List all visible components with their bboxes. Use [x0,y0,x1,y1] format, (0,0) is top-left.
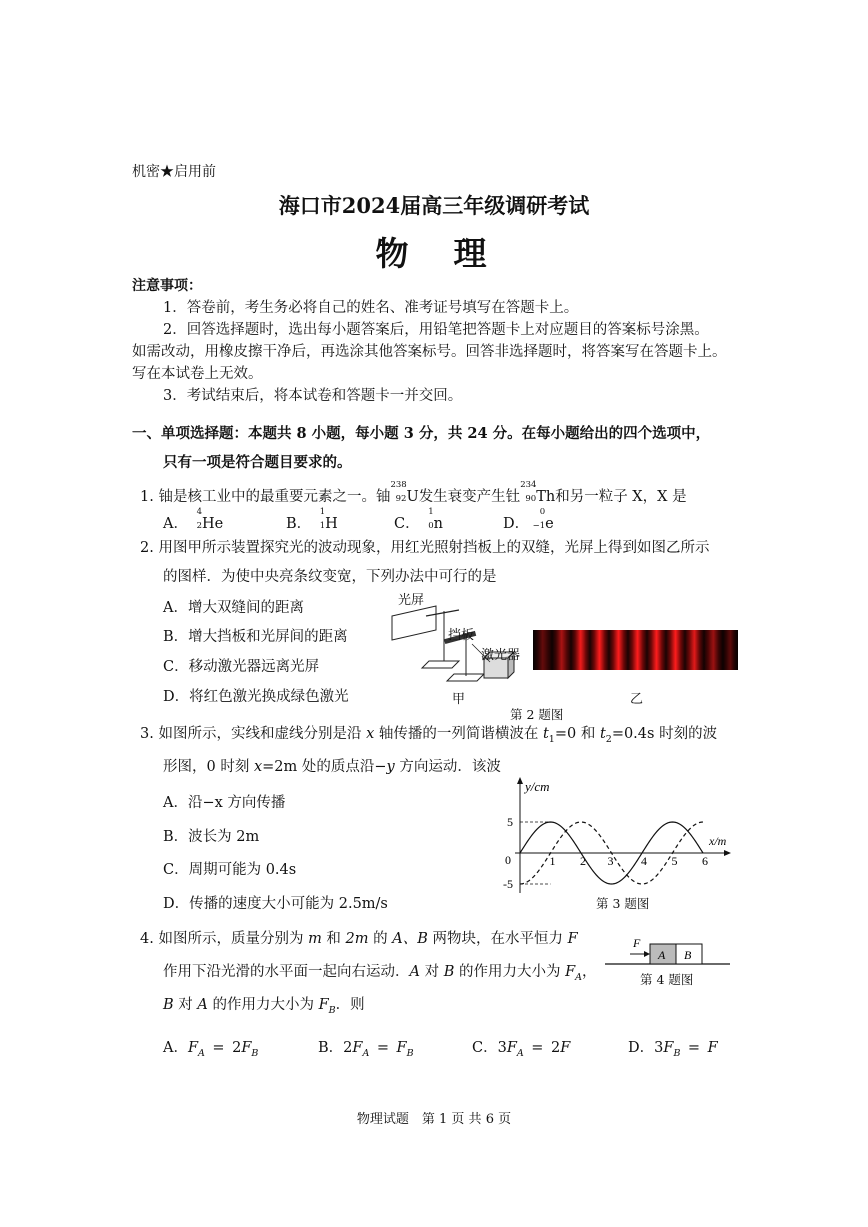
notice-item-2-line-1: 2．回答选择题时，选出每小题答案后，用铅笔把答题卡上对应题目的答案标号涂黑。 [163,322,709,338]
fig-force-label: F [633,936,641,950]
y-axis-label: y/cm [525,779,550,794]
x-tick-label: 2 [580,854,586,868]
question-4-stem-line-1: 4. 如图所示，质量分别为 m 和 2m 的 A、B 两物块，在水平恒力 F [140,931,578,947]
fig-block-a-label: A [658,948,666,962]
figure-3-caption: 第 3 题图 [596,896,650,911]
x-tick-label: 3 [607,854,614,868]
question-1-option-c: C． 1 0 n [394,507,443,532]
x-axis-label: x/m [709,834,727,848]
force-arrow [644,951,650,957]
question-4-option-b: B．$2F_A = F_B$ [318,1040,414,1059]
x-tick-label: 4 [641,854,647,868]
figure-2-caption: 第 2 题图 [510,707,564,722]
exam-title: 海口市2024届高三年级调研考试 [278,193,590,218]
fig-block-b-label: B [684,948,692,962]
wave-chart [495,773,735,898]
origin-label: 0 [505,853,511,867]
x-tick-label: 1 [549,854,556,868]
label-baffle: 挡板 [448,628,475,643]
x-tick-label: 5 [671,854,678,868]
question-4-stem-line-2: 作用下沿光滑的水平面一起向右运动．A 对 B 的作用力大小为 $F_A$， [163,964,597,983]
interference-pattern-image [533,630,738,670]
notice-item-2-line-2: 如需改动，用橡皮擦干净后，再选涂其他答案标号。回答非选择题时，将答案写在答题卡上。 [132,344,727,360]
question-2-stem-line-1: 2. 用图甲所示装置探究光的波动现象，用红光照射挡板上的双缝，光屏上得到如图乙所示 [140,540,710,556]
q4-blocks-figure [600,936,735,968]
subject-title: 物 理 [375,234,493,273]
nuclide-u: 238 92 [390,480,407,504]
label-jia: 甲 [452,692,466,707]
notice-heading: 注意事项： [132,278,202,294]
notice-item-1: 1．答卷前，考生务必将自己的姓名、准考证号填写在答题卡上。 [163,300,579,316]
question-2-stem-line-2: 的图样．为使中央亮条纹变宽，下列办法中可行的是 [163,569,497,585]
question-1-option-b: B． 1 1 H [286,507,338,532]
notice-item-3: 3．考试结束后，将本试卷和答题卡一并交回。 [163,388,463,404]
section-1-heading: 一、单项选择题：本题共 8 小题，每小题 3 分，共 24 分。在每小题给出的四个选项中， [132,425,711,442]
page-footer: 物理试题 第 1 页 共 6 页 [356,1112,512,1127]
notice-item-2-line-3: 写在本试卷上无效。 [132,366,263,382]
x-tick-label: 6 [702,854,708,868]
label-screen: 光屏 [398,593,425,608]
y-tick-label: 5 [507,815,513,829]
question-3-stem-line-1: 3. 如图所示，实线和虚线分别是沿 x 轴传播的一列简谐横波在 $t_1=0$ 和 $t_2=0.4s$ 时刻的波 [140,726,718,745]
question-3-option-b: B．波长为 2m [163,829,260,845]
question-2-option-a: A．增大双缝间的距离 [163,600,304,616]
question-1-option-a: A． 4 2 He [163,507,224,532]
question-2-option-c: C．移动激光器远离光屏 [163,659,320,675]
question-3-option-a: A．沿−x 方向传播 [163,795,286,811]
y-tick-label: -5 [503,877,513,891]
question-2-option-d: D．将红色激光换成绿色激光 [163,689,349,705]
question-1-option-d: D． 0 −1 e [503,507,554,532]
figure-4-caption: 第 4 题图 [640,972,694,987]
question-1-stem: 1. 铀是核工业中的最重要元素之一。铀 238 92 U发生衰变产生钍 234 90 Th和另一粒子 X，X 是 [140,480,687,505]
question-4-option-a: A．$F_A = 2F_B$ [163,1040,259,1059]
question-4-option-d: D．$3F_B = F$ [628,1040,718,1059]
label-yi: 乙 [630,692,644,707]
question-4-stem-line-3: B 对 A 的作用力大小为 $F_B$．则 [163,997,365,1016]
section-1-heading-line-2: 只有一项是符合题目要求的。 [163,454,352,471]
question-3-option-c: C．周期可能为 0.4s [163,862,297,878]
confidential-mark: 机密★启用前 [132,164,216,180]
label-laser: 激光器 [481,648,521,663]
question-3-stem-line-2: 形图，0 时刻 x=2m 处的质点沿−y 方向运动．该波 [163,759,501,775]
question-2-option-b: B．增大挡板和光屏间的距离 [163,629,348,645]
question-3-option-d: D．传播的速度大小可能为 2.5m/s [163,896,388,912]
question-4-option-c: C．$3F_A = 2F$ [472,1040,571,1059]
nuclide-th: 234 90 [520,480,537,504]
